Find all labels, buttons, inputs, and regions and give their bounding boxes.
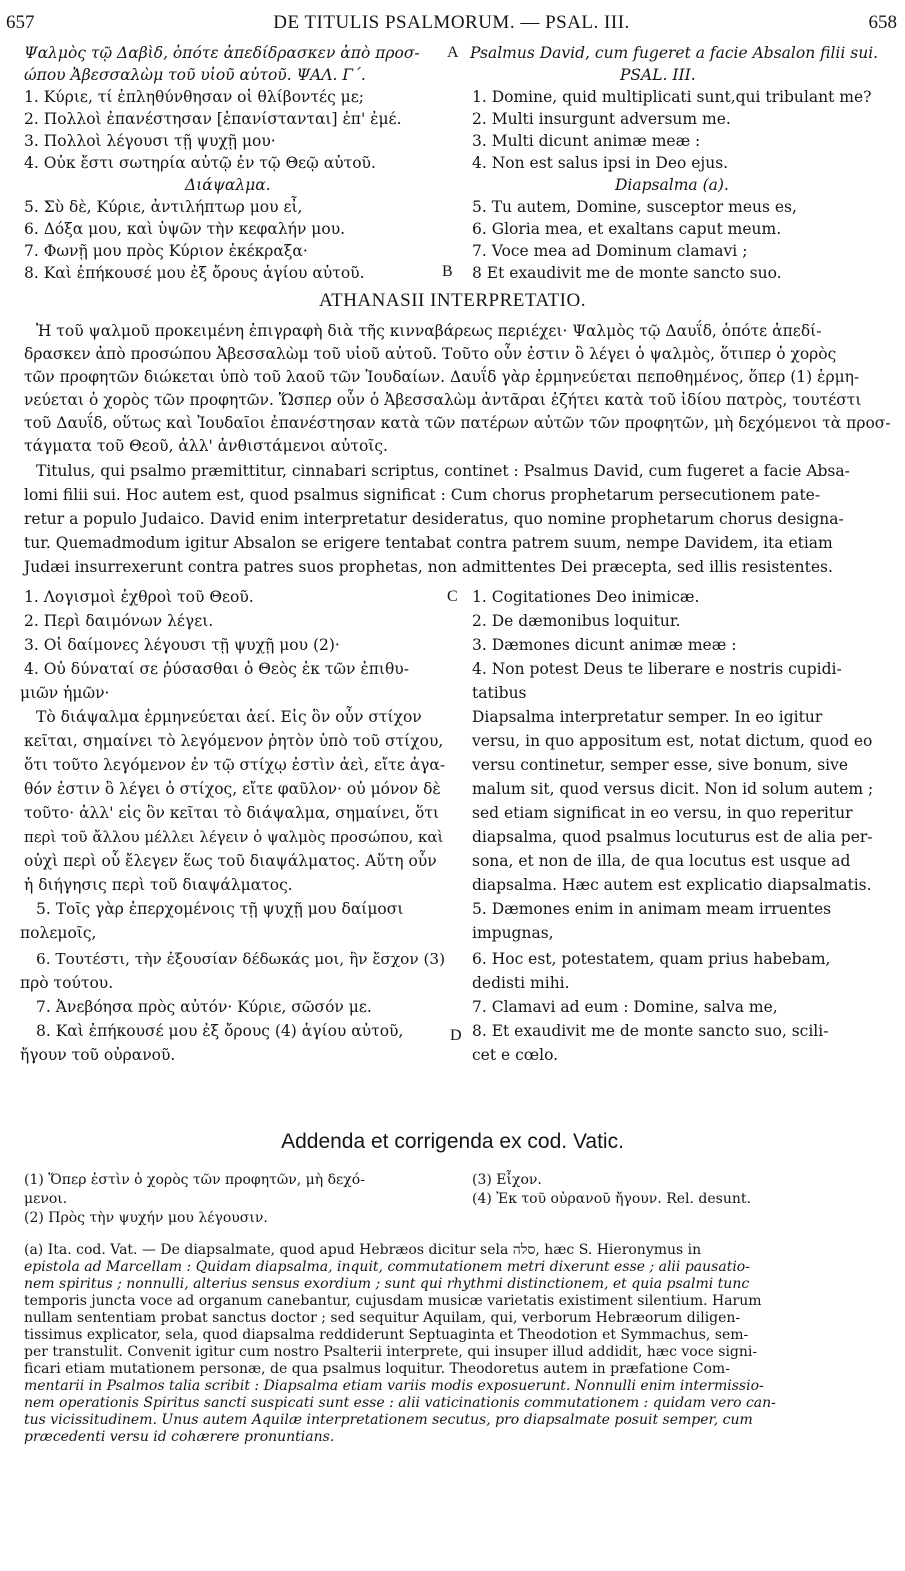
commentary-greek-line: 1. Λογισμοὶ ἐχθροὶ τοῦ Θεοῦ. [24,588,254,606]
commentary-latin-line: Diapsalma interpretatur semper. In eo igitur [472,708,823,726]
commentary-greek-line: 6. Τουτέστι, τὴν ἐξουσίαν δέδωκάς μοι, ἣν ἔσχον (3) [36,950,446,968]
latin-intro-line: tur. Quemadmodum igitur Absalon se erigere tentabat contra patrem suum, nempe Davidem, ita etiam [24,534,833,552]
commentary-latin-line: impugnas, [472,924,554,942]
psalm-greek-verse: 8. Καὶ ἐπήκουσέ μου ἐξ ὄρους ἁγίου αὐτοῦ. [24,264,365,282]
commentary-latin-line: 4. Non potest Deus te liberare e nostris cupidi- [472,660,842,678]
psalm-greek-verse: 6. Δόξα μου, καὶ ὑψῶν τὴν κεφαλήν μου. [24,220,346,238]
addenda-note: μενοι. [24,1191,68,1207]
psalm-greek-verse: 1. Κύριε, τί ἐπληθύνθησαν οἱ θλίβοντές με; [24,88,365,106]
footnote-line: præcedenti versu id cohærere pronuntians. [24,1429,335,1445]
commentary-latin-line: versu continetur, semper esse, sive bonum, sive [472,756,849,774]
psalm-greek-verse: 5. Σὺ δὲ, Κύριε, ἀντιλήπτωρ μου εἶ, [24,198,303,216]
commentary-greek-line: ὅτι τοῦτο λεγόμενον ἐν τῷ στίχῳ ἐστὶν ἀεὶ, εἴτε ἀγα- [24,756,446,774]
psalm-latin-verse: 6. Gloria mea, et exaltans caput meum. [472,220,782,238]
commentary-greek-line: πρὸ τούτου. [20,974,114,992]
psalm-latin-verse: 5. Tu autem, Domine, susceptor meus es, [472,198,797,216]
commentary-greek-line: τοῦτο· ἀλλ' εἰς ὃν κεῖται τὸ διάψαλμα, σημαίνει, ὅτι [24,804,440,822]
psalm-latin-verse: 4. Non est salus ipsi in Deo ejus. [472,154,729,172]
greek-intro-line: νεύεται ὁ χορὸς τῶν προφητῶν. Ὥσπερ οὖν ὁ Ἀβεσσαλὼμ ἀντᾶραι ἐζήτει κατὰ τοῦ ἰδίου πατρὸς, τουτέστι [24,391,862,409]
latin-intro-line: Titulus, qui psalmo præmittitur, cinnabari scriptus, continet : Psalmus David, cum fugeret a facie Absa- [36,462,850,480]
psalm-greek-title: Ψαλμὸς τῷ Δαβὶδ, ὁπότε ἀπεδίδρασκεν ἀπὸ προσ- [24,44,420,62]
commentary-greek-line: Τὸ διάψαλμα ἑρμηνεύεται ἀεί. Εἰς ὃν οὖν στίχον [36,708,422,726]
commentary-greek-line: 4. Οὐ δύναταί σε ῥύσασθαι ὁ Θεὸς ἐκ τῶν ἐπιθυ- [24,660,409,678]
psalm-greek-verse: 4. Οὐκ ἔστι σωτηρία αὐτῷ ἐν τῷ Θεῷ αὐτοῦ. [24,154,376,172]
psalm-latin-verse: 8 Et exaudivit me de monte sancto suo. [472,264,782,282]
commentary-latin-line: cet e cœlo. [472,1046,559,1064]
commentary-greek-line: μιῶν ἡμῶν· [20,684,110,702]
greek-intro-line: δρασκεν ἀπὸ προσώπου Ἀβεσσαλὼμ τοῦ υἱοῦ αὐτοῦ. Τοῦτο οὖν ἐστιν ὃ λέγει ὁ ψαλμὸς, ὅτιπερ ὁ χορὸς [24,345,837,363]
commentary-greek-line: κεῖται, σημαίνει τὸ λεγόμενον ῥητὸν ὑπὸ τοῦ στίχου, [24,732,444,750]
commentary-latin-line: 2. De dæmonibus loquitur. [472,612,681,630]
commentary-latin-line: diapsalma, quod psalmus locuturus est de alia per- [472,828,873,846]
psalm-latin-diapsalma: Diapsalma (a). [615,176,729,194]
running-title: DE TITULIS PSALMORUM. — PSAL. III. [273,12,630,33]
latin-intro-line: retur a populo Judaico. David enim interpretatur desideratus, quo nomine prophetarum chorus designa- [24,510,844,528]
footnote-line: ficari etiam mutationem personæ, de qua psalmus loquitur. Theodoretus autem in præfatione Com- [24,1361,730,1377]
greek-intro-line: τάγματα τοῦ Θεοῦ, ἀλλ' ἀνθιστάμενοι αὐτοῖς. [24,437,388,455]
psalm-greek-title-cont: ώπου Ἀβεσσαλὼμ τοῦ υἱοῦ αὐτοῦ. ΨΑΛ. Γ΄. [24,66,366,84]
commentary-latin-line: tatibus [472,684,527,702]
margin-marker-d: D [450,1027,462,1044]
psalm-greek-verse: 7. Φωνῇ μου πρὸς Κύριον ἐκέκραξα· [24,242,308,260]
footnote-line: nem operationis Spiritus sancti suspicati sunt esse : alii vaticinationis commutationem : quidam vero can- [24,1395,776,1411]
commentary-latin-line: 1. Cogitationes Deo inimicæ. [472,588,700,606]
commentary-latin-line: malum sit, quod versus dicit. Non id solum autem ; [472,780,874,798]
commentary-latin-line: versu, in quo appositum est, notat dictum, quod eo [472,732,873,750]
commentary-greek-line: θόν ἐστιν ὃ λέγει ὁ στίχος, εἴτε φαῦλον· οὐ μόνον δὲ [24,780,441,798]
footnote-line: tus vicissitudinem. Unus autem Aquilæ interpretationem secutus, pro diapsalmate posuit semper, cum [24,1412,753,1428]
psalm-latin-verse: 3. Multi dicunt animæ meæ : [472,132,701,150]
greek-intro-line: τοῦ Δαυΐδ, οὕτως καὶ Ἰουδαῖοι ἐπανέστησαν κατὰ τῶν πατέρων αὐτῶν τῶν προφητῶν, μὴ δεχόμενοι τὰ προσ- [24,414,891,432]
commentary-greek-line: πολεμοῖς, [20,924,97,942]
commentary-greek-line: οὐχὶ περὶ οὗ ἔλεγεν ἕως τοῦ διαψάλματος. Αὕτη οὖν [24,852,437,870]
footnote-line: mentarii in Psalmos talia scribit : Diapsalma etiam variis modis exposuerunt. Nonnulli enim intermissio- [24,1378,764,1394]
margin-marker-b: B [442,263,453,280]
psalm-latin-verse: 2. Multi insurgunt adversum me. [472,110,731,128]
commentary-greek-line: 5. Τοῖς γὰρ ἐπερχομένοις τῇ ψυχῇ μου δαίμοσι [36,900,404,918]
addenda-note: (4) Ἐκ τοῦ οὐρανοῦ ἤγουν. Rel. desunt. [472,1191,751,1207]
addenda-heading: Addenda et corrigenda ex cod. Vatic. [281,1130,624,1153]
psalm-greek-verse: 2. Πολλοὶ ἐπανέστησαν [ἐπανίστανται] ἐπ' ἐμέ. [24,110,402,128]
commentary-greek-line: 2. Περὶ δαιμόνων λέγει. [24,612,214,630]
psalm-latin-number: PSAL. III. [620,66,696,84]
commentary-greek-line: ἤγουν τοῦ οὐρανοῦ. [20,1046,176,1064]
addenda-note: (1) Ὅπερ ἐστὶν ὁ χορὸς τῶν προφητῶν, μὴ δεχό- [24,1172,365,1188]
psalm-latin-title: Psalmus David, cum fugeret a facie Absalon filii sui. [470,44,879,62]
running-header [6,12,897,38]
commentary-greek-line: περὶ τοῦ ἄλλου μέλλει λέγειν ὁ ψαλμὸς προσώπου, καὶ [24,828,444,846]
footnote-line: (a) Ita. cod. Vat. — De diapsalmate, quod apud Hebræos dicitur sela סלה, hæc S. Hieronymus in [24,1242,702,1258]
commentary-latin-line: 7. Clamavi ad eum : Domine, salva me, [472,998,778,1016]
commentary-greek-line: ἡ διήγησις περὶ τοῦ διαψάλματος. [24,876,293,894]
athanasii-heading: ATHANASII INTERPRETATIO. [319,290,586,311]
psalm-latin-verse: 1. Domine, quid multiplicati sunt,qui tribulant me? [472,88,872,106]
page-number-right: 658 [868,12,897,33]
commentary-latin-line: 6. Hoc est, potestatem, quam prius habebam, [472,950,831,968]
footnote-line: epistola ad Marcellam : Quidam diapsalma, inquit, commutationem metri dixerunt esse ; alii pausatio- [24,1259,750,1275]
latin-intro-line: Judæi insurrexerunt contra patres suos prophetas, non admittentes Dei præcepta, sed illis resistentes. [24,558,833,576]
addenda-note: (3) Εἶχον. [472,1172,542,1188]
footnote-line: tissimus explicator, sela, quod diapsalma reddiderunt Septuaginta et Theodotion et Symmachus, sem- [24,1327,749,1343]
commentary-latin-line: sed etiam significat in eo versu, in quo reperitur [472,804,853,822]
commentary-greek-line: 7. Ἀνεβόησα πρὸς αὐτόν· Κύριε, σῶσόν με. [36,998,372,1016]
commentary-greek-line: 8. Καὶ ἐπήκουσέ μου ἐξ ὄρους (4) ἁγίου αὐτοῦ, [36,1022,404,1040]
footnote-line: nullam sententiam probat sanctus doctor ; sed sequitur Aquilam, qui, verborum Hebræorum diligen- [24,1310,741,1326]
commentary-latin-line: 3. Dæmones dicunt animæ meæ : [472,636,737,654]
greek-intro-line: τῶν προφητῶν διώκεται ὑπὸ τοῦ λαοῦ τῶν Ἰουδαίων. Δαυΐδ γὰρ ἑρμηνεύεται πεποθημένος, ὅπερ (1) ἑρμη- [24,368,860,386]
commentary-latin-line: diapsalma. Hæc autem est explicatio diapsalmatis. [472,876,872,894]
footnote-line: per transtulit. Convenit igitur cum nostro Psalterii interprete, qui insuper illud addidit, hæc voce signi- [24,1344,758,1360]
page-number-left: 657 [6,12,35,33]
footnote-line: nem spiritus ; nonnulli, alterius sensus exordium ; sunt qui rhythmi distinctionem, et quia psalmi tunc [24,1276,750,1292]
psalm-greek-verse: 3. Πολλοὶ λέγουσι τῇ ψυχῇ μου· [24,132,276,150]
commentary-latin-line: dedisti mihi. [472,974,570,992]
commentary-greek-line: 3. Οἱ δαίμονες λέγουσι τῇ ψυχῇ μου (2)· [24,636,340,654]
footnote-line: temporis juncta voce ad organum canebantur, cujusdam musicæ varietatis existiment silentium. Harum [24,1293,762,1309]
psalm-greek-diapsalma: Διάψαλμα. [185,176,271,194]
commentary-latin-line: 8. Et exaudivit me de monte sancto suo, scili- [472,1022,829,1040]
greek-intro-line: Ἡ τοῦ ψαλμοῦ προκειμένη ἐπιγραφὴ διὰ τῆς κινναβάρεως περιέχει· Ψαλμὸς τῷ Δαυΐδ, ὁπότε ἀπεδί- [36,322,822,340]
commentary-latin-line: sona, et non de illa, de qua locutus est usque ad [472,852,851,870]
latin-intro-line: lomi filii sui. Hoc autem est, quod psalmus significat : Cum chorus prophetarum persecutionem pate- [24,486,821,504]
addenda-note: (2) Πρὸς τὴν ψυχήν μου λέγουσιν. [24,1210,268,1226]
psalm-latin-verse: 7. Voce mea ad Dominum clamavi ; [472,242,748,260]
margin-marker-c: C [447,588,458,605]
margin-marker-a: A [447,44,459,61]
commentary-latin-line: 5. Dæmones enim in animam meam irruentes [472,900,832,918]
